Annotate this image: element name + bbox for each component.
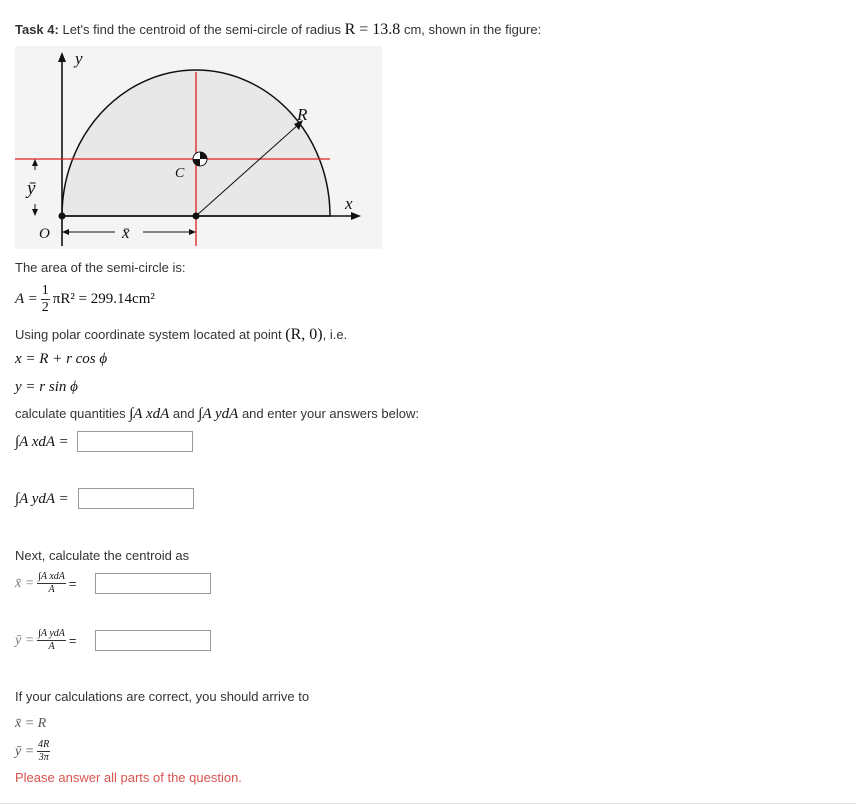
- center-point: [193, 213, 200, 220]
- int-x-label: ∫A xdA =: [15, 434, 69, 450]
- ybar-formula: ȳ = $\frac{\text{∫A ydA}}{A}$ =: [15, 628, 77, 652]
- origin-label: O: [39, 226, 50, 242]
- task-heading: [15, 21, 541, 39]
- bottom-divider: [0, 803, 856, 804]
- ybar-fraction: $\frac{\text{∫A ydA}}{A}$: [38, 628, 65, 652]
- task-label: Task 4:: [15, 22, 59, 37]
- semicircle-figure: [15, 46, 382, 249]
- xbar-formula: x̄ = $\frac{\text{∫A xdA}}{A}$ =: [15, 571, 77, 595]
- int-y-label: ∫A ydA =: [15, 491, 69, 507]
- int-x-input[interactable]: [77, 431, 193, 452]
- y-axis-label: y: [75, 49, 83, 68]
- ybar-label: ȳ: [27, 178, 36, 199]
- radius-label: R: [297, 105, 308, 124]
- polar-intro: Using polar coordinate system located at point (R, 0), i.e.: [15, 326, 348, 343]
- radius-expression: R = 13.8: [344, 21, 401, 38]
- ybar-result-fraction: $\frac{4R}{3\pi}$: [38, 739, 50, 763]
- centroid-marker-icon: [193, 152, 207, 166]
- ybar-result: ȳ = $\frac{4R}{3\pi}$: [15, 739, 50, 763]
- xbar-fraction: $\frac{\text{∫A xdA}}{A}$: [38, 571, 65, 595]
- origin-point: [59, 213, 66, 220]
- int-y-input[interactable]: [78, 488, 194, 509]
- polar-eq-y: y = r sin ϕ: [15, 379, 78, 395]
- area-formula: A = $\frac{1}{2}$ πR² = 299.14cm²: [15, 283, 155, 315]
- xbar-label: x̄: [122, 223, 130, 242]
- x-axis-arrow: [351, 212, 361, 220]
- x-axis-label: x: [345, 194, 353, 213]
- warning-message: Please answer all parts of the question.: [15, 770, 242, 785]
- y-axis-arrow: [58, 52, 66, 62]
- semicircle-diagram: [15, 46, 382, 249]
- centroid-intro: Next, calculate the centroid as: [15, 548, 190, 563]
- check-intro: If your calculations are correct, you should arrive to: [15, 689, 310, 704]
- radius-unit: cm, shown in the figure:: [403, 22, 542, 37]
- calculate-instruction: calculate quantities ∫A xdA and ∫A ydA and enter your answers below:: [15, 406, 419, 422]
- area-fraction: $\frac{1}{2}$: [41, 283, 49, 315]
- area-intro: The area of the semi-circle is:: [15, 260, 186, 275]
- task-intro: Let's find the centroid of the semi-circle of radius: [62, 22, 341, 37]
- polar-eq-x: x = R + r cos ϕ: [15, 351, 108, 367]
- centroid-label: C: [175, 166, 185, 181]
- xbar-result: x̄ = R: [15, 716, 47, 731]
- ybar-input[interactable]: [95, 630, 211, 651]
- xbar-input[interactable]: [95, 573, 211, 594]
